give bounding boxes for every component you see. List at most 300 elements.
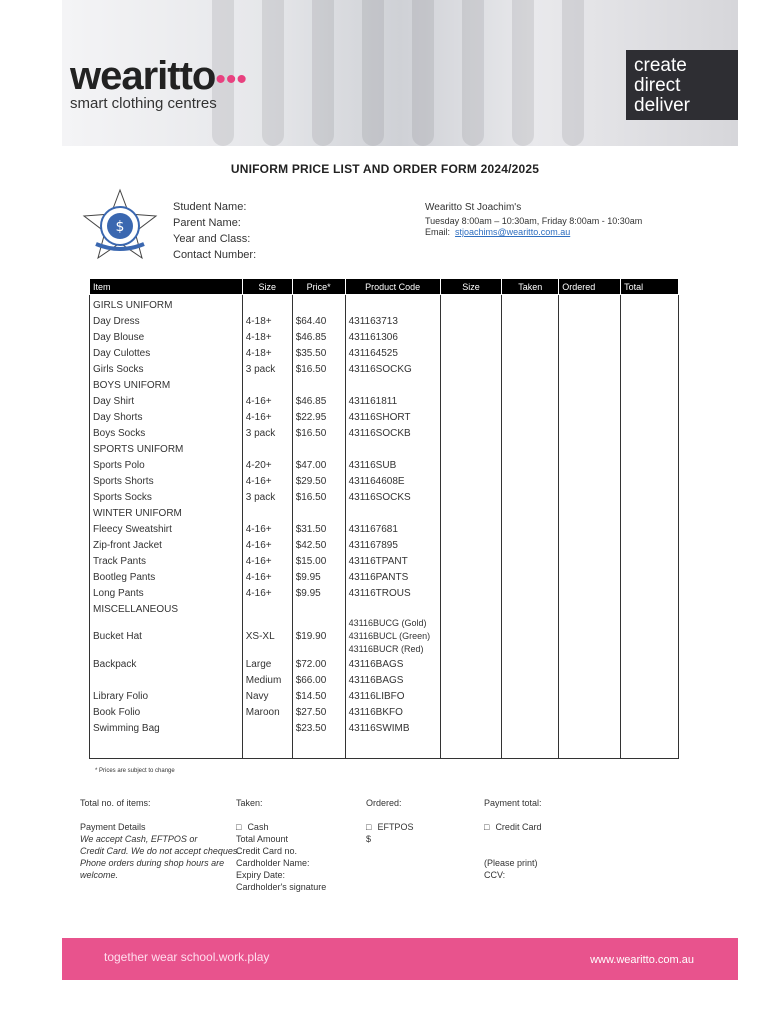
- cell-item: Backpack: [90, 656, 243, 672]
- order-entry-cell[interactable]: [440, 585, 502, 601]
- brand-subtitle: smart clothing centres: [70, 95, 217, 112]
- order-entry-cell[interactable]: [502, 329, 559, 345]
- table-row: [90, 720, 679, 736]
- order-entry-cell[interactable]: [440, 457, 502, 473]
- order-entry-cell[interactable]: [502, 361, 559, 377]
- table-row: [90, 617, 679, 656]
- order-entry-cell[interactable]: [502, 672, 559, 688]
- order-entry-cell[interactable]: [559, 361, 621, 377]
- order-entry-cell[interactable]: [502, 720, 559, 736]
- cell-code: 43116SOCKB: [345, 425, 440, 441]
- col-size: Size: [242, 279, 292, 295]
- cell-size: 4-18+: [242, 313, 292, 329]
- order-entry-cell[interactable]: [621, 672, 679, 688]
- tag-line-2: direct: [634, 75, 681, 96]
- cell-size: Navy: [242, 688, 292, 704]
- cell-code: 43116SUB: [345, 457, 440, 473]
- please-print-label: (Please print): [484, 858, 538, 868]
- cell-item: Fleecy Sweatshirt: [90, 521, 243, 537]
- signature-label: Cardholder's signature: [236, 882, 327, 892]
- payment-note-1: We accept Cash, EFTPOS or: [80, 834, 198, 844]
- totals-col-4: [484, 797, 542, 881]
- empty-cell: [345, 601, 440, 617]
- order-entry-cell[interactable]: [502, 295, 559, 314]
- order-entry-cell[interactable]: [440, 720, 502, 736]
- cell-price: $47.00: [292, 457, 345, 473]
- totals-col-3: [366, 797, 413, 845]
- cell-code: 43116TROUS: [345, 585, 440, 601]
- footer-banner: [62, 938, 738, 980]
- order-entry-cell[interactable]: [440, 361, 502, 377]
- empty-cell: [242, 505, 292, 521]
- cell-price: $31.50: [292, 521, 345, 537]
- cell-item: Day Shirt: [90, 393, 243, 409]
- section-label: MISCELLANEOUS: [90, 601, 243, 617]
- cell-price: $23.50: [292, 720, 345, 736]
- product-code-line: 43116BUCL (Green): [348, 631, 431, 641]
- student-details: [173, 199, 256, 263]
- section-label: WINTER UNIFORM: [90, 505, 243, 521]
- credit-card-checkbox[interactable]: □: [484, 822, 490, 832]
- cell-item: Day Shorts: [90, 409, 243, 425]
- credit-card-label: Credit Card: [495, 822, 542, 832]
- order-entry-cell[interactable]: [621, 295, 679, 314]
- order-entry-cell[interactable]: [621, 425, 679, 441]
- order-entry-cell[interactable]: [621, 585, 679, 601]
- col-total: Total: [621, 279, 679, 295]
- order-entry-cell[interactable]: [621, 553, 679, 569]
- order-entry-cell[interactable]: [502, 601, 559, 617]
- cell-price: $72.00: [292, 656, 345, 672]
- cell-size: 4-16+: [242, 585, 292, 601]
- order-entry-cell[interactable]: [621, 617, 679, 656]
- order-entry-cell[interactable]: [502, 473, 559, 489]
- empty-cell: [242, 441, 292, 457]
- product-code-line: 43116BUCG (Gold): [348, 618, 427, 628]
- order-entry-cell[interactable]: [440, 656, 502, 672]
- order-entry-cell[interactable]: [502, 505, 559, 521]
- table-row: [90, 361, 679, 377]
- cell-item: Boys Socks: [90, 425, 243, 441]
- tag-line-1: create: [634, 55, 687, 76]
- order-entry-cell[interactable]: [621, 505, 679, 521]
- col-item: Item: [90, 279, 243, 295]
- cell-item: Book Folio: [90, 704, 243, 720]
- order-entry-cell[interactable]: [559, 393, 621, 409]
- cell-price: $27.50: [292, 704, 345, 720]
- col-ordered: Ordered: [559, 279, 621, 295]
- cell-size: [242, 720, 292, 736]
- cell-item: Track Pants: [90, 553, 243, 569]
- cell-code: 43116SHORT: [345, 409, 440, 425]
- order-entry-cell[interactable]: [502, 457, 559, 473]
- table-row: [90, 736, 679, 759]
- cell-item: Long Pants: [90, 585, 243, 601]
- order-entry-cell[interactable]: [621, 393, 679, 409]
- cell-code: [345, 617, 440, 656]
- order-entry-cell[interactable]: [559, 377, 621, 393]
- brand-name: wearitto: [70, 54, 216, 98]
- cell-price: $46.85: [292, 329, 345, 345]
- empty-cell: [292, 601, 345, 617]
- order-entry-cell[interactable]: [621, 361, 679, 377]
- order-entry-cell[interactable]: [559, 489, 621, 505]
- contact-number-label: Contact Number:: [173, 249, 257, 261]
- order-entry-cell[interactable]: [440, 505, 502, 521]
- order-entry-cell[interactable]: [502, 569, 559, 585]
- cell-item: Day Dress: [90, 313, 243, 329]
- cell-code: 431167681: [345, 521, 440, 537]
- cell-size: 3 pack: [242, 425, 292, 441]
- cell-size: 4-16+: [242, 473, 292, 489]
- cell-item: Library Folio: [90, 688, 243, 704]
- table-row: [90, 569, 679, 585]
- cell-item: Sports Shorts: [90, 473, 243, 489]
- cell-item: Bucket Hat: [90, 617, 243, 656]
- order-entry-cell[interactable]: [502, 617, 559, 656]
- order-entry-cell[interactable]: [502, 585, 559, 601]
- order-entry-cell[interactable]: [559, 569, 621, 585]
- table-row: [90, 329, 679, 345]
- order-entry-cell[interactable]: [621, 569, 679, 585]
- empty-cell: [242, 295, 292, 314]
- school-crest-icon: [80, 188, 160, 262]
- section-row-boys: [90, 377, 679, 393]
- order-entry-cell[interactable]: [559, 329, 621, 345]
- order-entry-cell[interactable]: [502, 704, 559, 720]
- svg-text:$: $: [115, 219, 125, 235]
- cell-size: 4-20+: [242, 457, 292, 473]
- order-entry-cell[interactable]: [621, 537, 679, 553]
- table-row: [90, 489, 679, 505]
- table-row: [90, 585, 679, 601]
- cell-item: Girls Socks: [90, 361, 243, 377]
- cell-size: Large: [242, 656, 292, 672]
- order-entry-cell[interactable]: [559, 537, 621, 553]
- order-entry-cell[interactable]: [621, 704, 679, 720]
- order-entry-cell[interactable]: [440, 313, 502, 329]
- cell-price: $19.90: [292, 617, 345, 656]
- order-entry-cell[interactable]: [559, 736, 621, 759]
- order-entry-cell[interactable]: [440, 473, 502, 489]
- table-row: [90, 553, 679, 569]
- table-row: [90, 457, 679, 473]
- order-entry-cell[interactable]: [440, 329, 502, 345]
- price-note: * Prices are subject to change: [95, 768, 175, 774]
- cell-code: 43116SWIMB: [345, 720, 440, 736]
- order-entry-cell[interactable]: [621, 313, 679, 329]
- order-entry-cell[interactable]: [502, 537, 559, 553]
- order-entry-cell[interactable]: [440, 736, 502, 759]
- brand-dots: •••: [215, 63, 247, 96]
- footer-slogan: together wear school.work.play: [104, 950, 270, 964]
- order-entry-cell[interactable]: [502, 553, 559, 569]
- order-entry-cell[interactable]: [621, 489, 679, 505]
- order-entry-cell[interactable]: [559, 473, 621, 489]
- table-row: [90, 425, 679, 441]
- cell-code: 43116PANTS: [345, 569, 440, 585]
- section-row-winter: [90, 505, 679, 521]
- order-table: [89, 278, 679, 759]
- order-entry-cell[interactable]: [621, 521, 679, 537]
- taken-label: Taken:: [236, 798, 263, 808]
- cell-code: 431167895: [345, 537, 440, 553]
- order-entry-cell[interactable]: [440, 425, 502, 441]
- order-entry-cell[interactable]: [440, 688, 502, 704]
- order-entry-cell[interactable]: [502, 377, 559, 393]
- parent-name-label: Parent Name:: [173, 217, 241, 229]
- cell-size: 3 pack: [242, 489, 292, 505]
- cash-label: Cash: [247, 822, 269, 832]
- order-entry-cell[interactable]: [559, 457, 621, 473]
- payment-note-2: Credit Card. We do not accept cheques.: [80, 846, 240, 856]
- cell-price: $29.50: [292, 473, 345, 489]
- total-items-label: Total no. of items:: [80, 798, 151, 808]
- cell-size: XS-XL: [242, 617, 292, 656]
- cell-size: 4-16+: [242, 521, 292, 537]
- col-taken: Taken: [502, 279, 559, 295]
- section-row-girls: [90, 295, 679, 314]
- cell-price: $16.50: [292, 425, 345, 441]
- order-entry-cell[interactable]: [621, 441, 679, 457]
- table-header: [90, 279, 679, 295]
- email-label: Email:: [425, 227, 451, 237]
- email-link[interactable]: stjoachims@wearitto.com.au: [455, 227, 571, 237]
- cell-code: 43116BKFO: [345, 704, 440, 720]
- cell-price: $9.95: [292, 569, 345, 585]
- tag-line-3: deliver: [634, 95, 690, 116]
- order-entry-cell[interactable]: [621, 656, 679, 672]
- cell-size: Medium: [242, 672, 292, 688]
- order-entry-cell[interactable]: [502, 521, 559, 537]
- col-product-code: Product Code: [345, 279, 440, 295]
- order-entry-cell[interactable]: [621, 601, 679, 617]
- cell-size: 4-16+: [242, 569, 292, 585]
- order-entry-cell[interactable]: [440, 553, 502, 569]
- order-entry-cell[interactable]: [440, 441, 502, 457]
- empty-cell: [292, 736, 345, 759]
- table-row: [90, 409, 679, 425]
- cell-price: $9.95: [292, 585, 345, 601]
- order-entry-cell[interactable]: [621, 409, 679, 425]
- empty-cell: [345, 295, 440, 314]
- order-entry-cell[interactable]: [440, 672, 502, 688]
- col-price: Price*: [292, 279, 345, 295]
- section-label: SPORTS UNIFORM: [90, 441, 243, 457]
- section-row-sports: [90, 441, 679, 457]
- cell-code: 431164608E: [345, 473, 440, 489]
- cell-code: 431161811: [345, 393, 440, 409]
- cell-price: $15.00: [292, 553, 345, 569]
- order-entry-cell[interactable]: [502, 656, 559, 672]
- empty-cell: [90, 736, 243, 759]
- order-entry-cell[interactable]: [621, 345, 679, 361]
- order-entry-cell[interactable]: [559, 672, 621, 688]
- totals-col-1: [80, 797, 240, 881]
- cell-size: 4-16+: [242, 393, 292, 409]
- ordered-label: Ordered:: [366, 798, 402, 808]
- eftpos-label: EFTPOS: [377, 822, 414, 832]
- section-label: BOYS UNIFORM: [90, 377, 243, 393]
- table-row: [90, 521, 679, 537]
- cell-size: 4-18+: [242, 329, 292, 345]
- tagline-box: [626, 50, 738, 120]
- cell-code: 431164525: [345, 345, 440, 361]
- cell-code: 43116BAGS: [345, 656, 440, 672]
- cell-price: $16.50: [292, 361, 345, 377]
- table-row: [90, 688, 679, 704]
- cell-price: $16.50: [292, 489, 345, 505]
- eftpos-checkbox[interactable]: □: [366, 822, 372, 832]
- order-entry-cell[interactable]: [559, 313, 621, 329]
- cell-size: 3 pack: [242, 361, 292, 377]
- order-entry-cell[interactable]: [440, 489, 502, 505]
- payment-details-label: Payment Details: [80, 822, 146, 832]
- order-entry-cell[interactable]: [559, 505, 621, 521]
- order-entry-cell[interactable]: [440, 569, 502, 585]
- order-entry-cell[interactable]: [559, 585, 621, 601]
- ccv-label: CCV:: [484, 870, 506, 880]
- table-row: [90, 393, 679, 409]
- order-entry-cell[interactable]: [440, 377, 502, 393]
- order-entry-cell[interactable]: [559, 441, 621, 457]
- empty-cell: [292, 441, 345, 457]
- order-entry-cell[interactable]: [559, 720, 621, 736]
- page-title: UNIFORM PRICE LIST AND ORDER FORM 2024/2025: [230, 162, 540, 176]
- order-entry-cell[interactable]: [621, 720, 679, 736]
- cell-code: 43116LIBFO: [345, 688, 440, 704]
- order-entry-cell[interactable]: [621, 457, 679, 473]
- order-entry-cell[interactable]: [621, 736, 679, 759]
- cardholder-name-label: Cardholder Name:: [236, 858, 310, 868]
- empty-cell: [345, 505, 440, 521]
- cell-price: $64.40: [292, 313, 345, 329]
- empty-cell: [242, 377, 292, 393]
- card-no-label: Credit Card no.: [236, 846, 298, 856]
- table-row: [90, 473, 679, 489]
- cell-item: Sports Socks: [90, 489, 243, 505]
- order-entry-cell[interactable]: [502, 425, 559, 441]
- cell-code: 431163713: [345, 313, 440, 329]
- section-label: GIRLS UNIFORM: [90, 295, 243, 314]
- cell-code: 43116SOCKS: [345, 489, 440, 505]
- payment-note-4: welcome.: [80, 870, 119, 880]
- table-row: [90, 345, 679, 361]
- empty-cell: [242, 601, 292, 617]
- order-entry-cell[interactable]: [440, 521, 502, 537]
- order-entry-cell[interactable]: [502, 409, 559, 425]
- order-entry-cell[interactable]: [440, 704, 502, 720]
- order-entry-cell[interactable]: [440, 537, 502, 553]
- order-entry-cell[interactable]: [621, 377, 679, 393]
- cell-price: $66.00: [292, 672, 345, 688]
- order-entry-cell[interactable]: [502, 313, 559, 329]
- cell-code: 43116SOCKG: [345, 361, 440, 377]
- order-entry-cell[interactable]: [559, 601, 621, 617]
- table-row: [90, 313, 679, 329]
- order-entry-cell[interactable]: [502, 345, 559, 361]
- order-entry-cell[interactable]: [559, 688, 621, 704]
- empty-cell: [292, 505, 345, 521]
- order-entry-cell[interactable]: [559, 521, 621, 537]
- cell-item: Swimming Bag: [90, 720, 243, 736]
- order-entry-cell[interactable]: [502, 688, 559, 704]
- cell-size: 4-16+: [242, 537, 292, 553]
- empty-cell: [292, 295, 345, 314]
- section-row-misc: [90, 601, 679, 617]
- table-row: [90, 672, 679, 688]
- cell-item: Zip-front Jacket: [90, 537, 243, 553]
- header-banner: [62, 0, 738, 146]
- footer-website[interactable]: www.wearitto.com.au: [590, 954, 694, 966]
- table-row: [90, 537, 679, 553]
- cell-item: Day Blouse: [90, 329, 243, 345]
- cell-price: $42.50: [292, 537, 345, 553]
- order-entry-cell[interactable]: [621, 329, 679, 345]
- order-entry-cell[interactable]: [559, 409, 621, 425]
- order-entry-cell[interactable]: [559, 425, 621, 441]
- order-entry-cell[interactable]: [559, 656, 621, 672]
- cash-checkbox[interactable]: □: [236, 822, 242, 832]
- order-entry-cell[interactable]: [559, 345, 621, 361]
- cell-item: Bootleg Pants: [90, 569, 243, 585]
- product-code-line: 43116BUCR (Red): [348, 644, 424, 654]
- brand-logo: [70, 56, 247, 112]
- shop-name: Wearitto St Joachim's: [425, 202, 522, 213]
- order-entry-cell[interactable]: [559, 704, 621, 720]
- order-entry-cell[interactable]: [502, 441, 559, 457]
- order-entry-cell[interactable]: [440, 345, 502, 361]
- shop-hours: Tuesday 8:00am – 10:30am, Friday 8:00am - 10:30am: [425, 216, 643, 226]
- order-entry-cell[interactable]: [621, 473, 679, 489]
- order-entry-cell[interactable]: [559, 295, 621, 314]
- payment-total-label: Payment total:: [484, 798, 542, 808]
- order-entry-cell[interactable]: [502, 393, 559, 409]
- expiry-label: Expiry Date:: [236, 870, 286, 880]
- cell-price: $46.85: [292, 393, 345, 409]
- cell-size: 4-16+: [242, 553, 292, 569]
- cell-price: $14.50: [292, 688, 345, 704]
- cell-size: Maroon: [242, 704, 292, 720]
- order-entry-cell[interactable]: [440, 617, 502, 656]
- cell-item: [90, 672, 243, 688]
- empty-cell: [345, 441, 440, 457]
- order-entry-cell[interactable]: [440, 601, 502, 617]
- order-entry-cell[interactable]: [502, 736, 559, 759]
- student-name-label: Student Name:: [173, 201, 247, 213]
- cell-code: 43116BAGS: [345, 672, 440, 688]
- empty-cell: [345, 736, 440, 759]
- order-entry-cell[interactable]: [440, 393, 502, 409]
- order-entry-cell[interactable]: [559, 617, 621, 656]
- cell-price: $35.50: [292, 345, 345, 361]
- cell-size: 4-18+: [242, 345, 292, 361]
- order-entry-cell[interactable]: [440, 409, 502, 425]
- totals-col-2: [236, 797, 326, 893]
- empty-cell: [242, 736, 292, 759]
- order-entry-cell[interactable]: [502, 489, 559, 505]
- order-entry-cell[interactable]: [559, 553, 621, 569]
- cell-item: Day Culottes: [90, 345, 243, 361]
- table-row: [90, 656, 679, 672]
- order-entry-cell[interactable]: [621, 688, 679, 704]
- table-row: [90, 704, 679, 720]
- cell-code: 43116TPANT: [345, 553, 440, 569]
- cell-item: Sports Polo: [90, 457, 243, 473]
- year-class-label: Year and Class:: [173, 233, 251, 245]
- order-entry-cell[interactable]: [440, 295, 502, 314]
- cell-size: 4-16+: [242, 409, 292, 425]
